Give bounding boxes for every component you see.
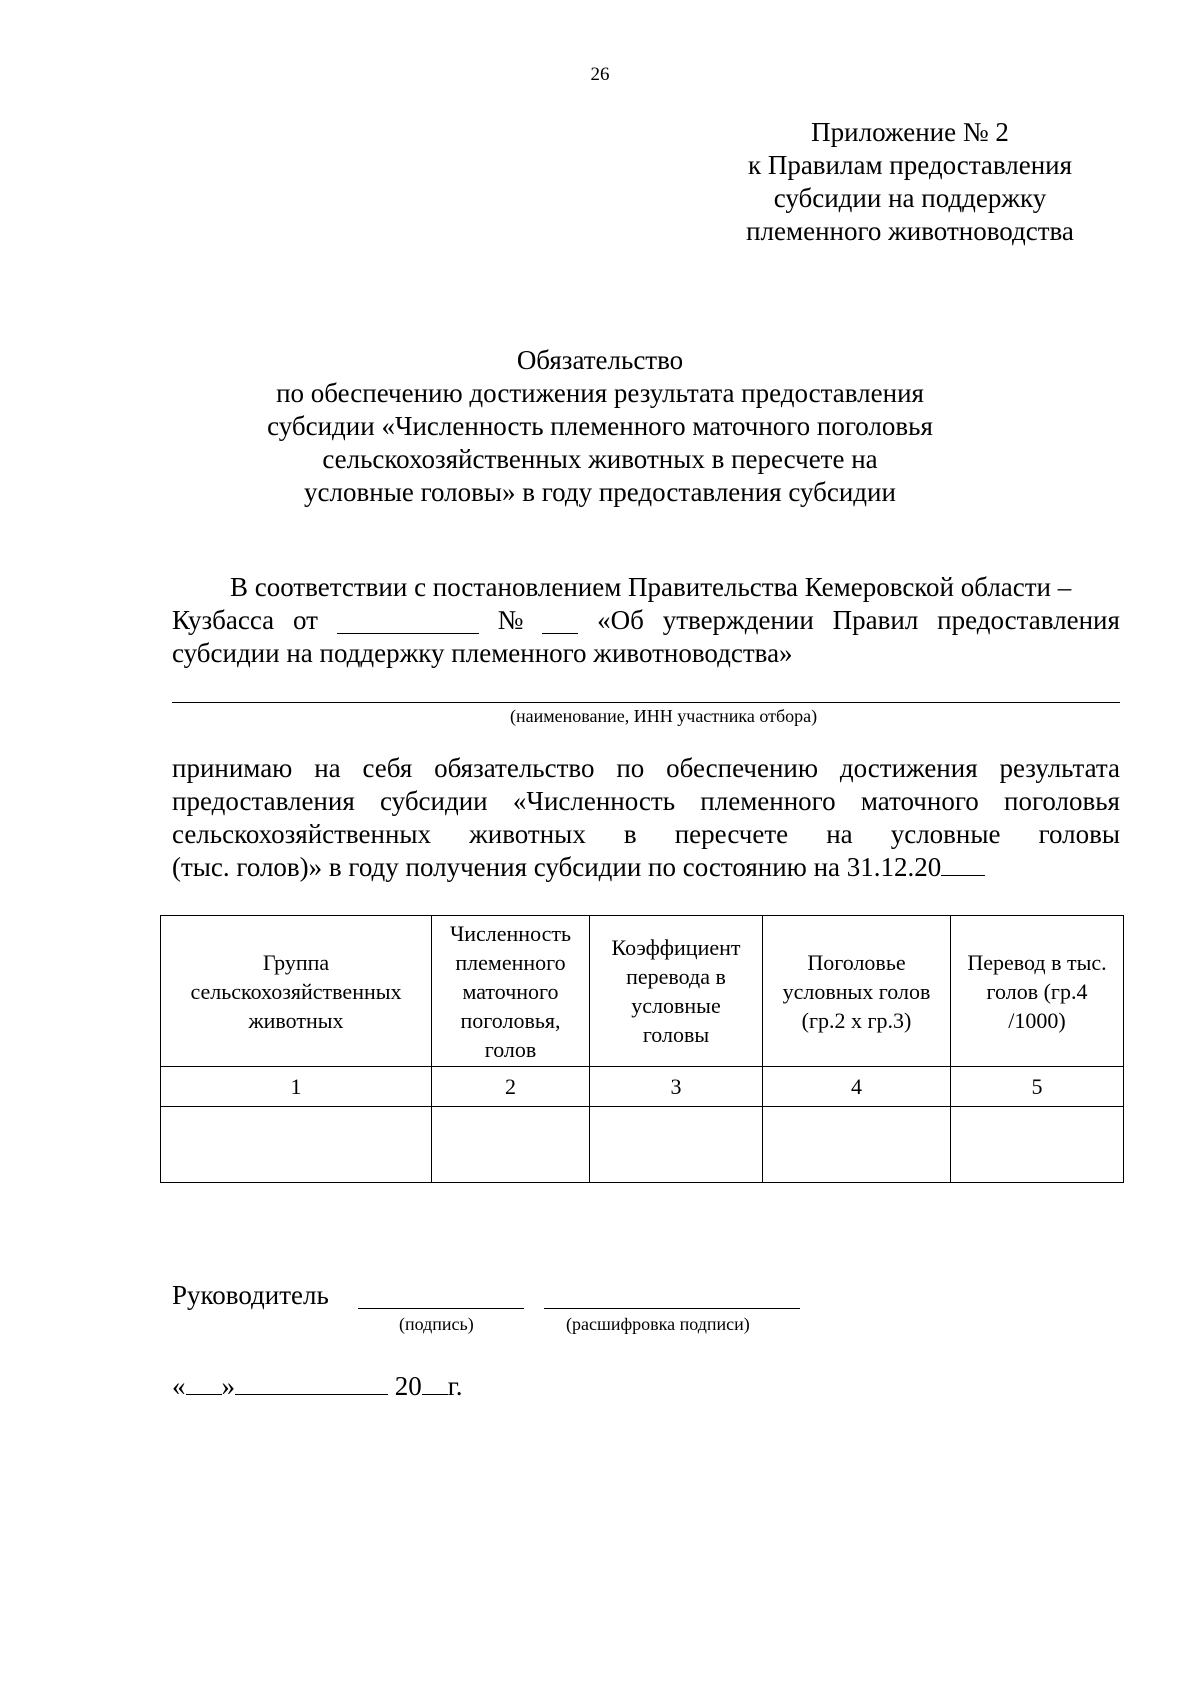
table-header-cell: Группа сельскохозяйственных животных (161, 916, 432, 1067)
intro-word: «Об (597, 605, 644, 635)
table-header-cell: Коэффициент перевода в условные головы (590, 916, 763, 1067)
column-number-cell: 5 (951, 1067, 1124, 1107)
participant-name-line[interactable] (172, 702, 1120, 703)
appendix-line: к Правилам предоставления (747, 150, 1073, 180)
table-header-cell: Поголовье условных голов (гр.2 х гр.3) (763, 916, 951, 1067)
obligation-word: «Численность (512, 786, 676, 816)
obligation-line-2 (172, 785, 1120, 818)
decree-date-blank[interactable] (337, 632, 479, 634)
decree-number-blank[interactable] (542, 632, 578, 634)
appendix-line: Приложение № 2 (811, 117, 1009, 147)
obligation-word: на (314, 753, 341, 783)
participant-caption: (наименование, ИНН участника отбора) (510, 706, 818, 726)
appendix-header (700, 116, 1120, 248)
obligation-word: животных (469, 819, 586, 849)
document-title (100, 344, 1100, 509)
table-row (161, 1107, 1124, 1183)
obligation-word: маточного (860, 786, 979, 816)
table-header-row (161, 916, 1124, 1067)
intro-line-2 (172, 604, 1120, 637)
column-number-cell: 3 (590, 1067, 763, 1107)
table-cell[interactable] (763, 1107, 951, 1183)
intro-line-1: В соответствии с постановлением Правительства Кемеровской области – (230, 572, 1072, 602)
title-line: по обеспечению достижения результата предоставления (276, 378, 924, 408)
obligation-word: обязательство (434, 753, 595, 783)
obligation-word: в (623, 819, 637, 849)
date-year-prefix: 20 (394, 1371, 422, 1401)
obligation-line-3 (172, 818, 1120, 851)
obligation-line-1 (172, 752, 1120, 785)
intro-line-3: субсидии на поддержку племенного животноводства» (172, 638, 793, 668)
obligation-word: пересчете (674, 819, 789, 849)
intro-word: предоставления (937, 605, 1120, 635)
intro-word: Правил (832, 605, 919, 635)
obligation-line-4 (172, 851, 1120, 884)
intro-word: Кузбасса (172, 605, 275, 635)
signature-label: Руководитель (172, 1280, 329, 1310)
table-column-number-row (161, 1067, 1124, 1107)
date-day-blank[interactable] (186, 1393, 222, 1395)
signature-decode-caption: (расшифровка подписи) (566, 1314, 750, 1334)
obligation-word: головы (1038, 819, 1120, 849)
obligation-word: по (616, 753, 645, 783)
title-line: Обязательство (516, 345, 684, 375)
date-year-blank[interactable] (422, 1393, 448, 1395)
intro-word: от (293, 605, 318, 635)
date-open-quote: « (172, 1371, 186, 1401)
column-number-cell: 4 (763, 1067, 951, 1107)
table-header-cell: Перевод в тыс. голов (гр.4 /1000) (951, 916, 1124, 1067)
obligation-word: себя (362, 753, 413, 783)
table-cell[interactable] (432, 1107, 590, 1183)
signature-caption: (подпись) (399, 1314, 474, 1334)
obligation-word: поголовья (1004, 786, 1120, 816)
year-blank[interactable] (941, 874, 985, 876)
date-line (172, 1370, 672, 1403)
column-number-cell: 2 (432, 1067, 590, 1107)
obligation-word: на (826, 819, 853, 849)
date-suffix: г. (447, 1371, 463, 1401)
livestock-table (160, 915, 1124, 1183)
column-number-cell: 1 (161, 1067, 432, 1107)
intro-word: утверждении (662, 605, 814, 635)
obligation-text: (тыс. голов)» в году получения субсидии по состоянию на 31.12.20 (172, 852, 942, 882)
signature-decode-line[interactable] (544, 1308, 800, 1309)
obligation-word: достижения (839, 753, 978, 783)
intro-word: № (497, 605, 524, 635)
page-number: 26 (590, 64, 610, 85)
obligation-word: сельскохозяйственных (172, 819, 432, 849)
title-line: субсидии «Численность племенного маточного поголовья (267, 411, 933, 441)
title-line: сельскохозяйственных животных в пересчете на (322, 444, 878, 474)
obligation-word: предоставления (172, 786, 355, 816)
table-header-cell: Численность племенного маточного поголовья, голов (432, 916, 590, 1067)
table-cell[interactable] (161, 1107, 432, 1183)
title-line: условные головы» в году предоставления субсидии (304, 477, 896, 507)
obligation-word: результата (999, 753, 1120, 783)
table-cell[interactable] (951, 1107, 1124, 1183)
obligation-word: принимаю (172, 753, 293, 783)
obligation-word: условные (890, 819, 1001, 849)
date-close-quote: » (221, 1371, 235, 1401)
table-cell[interactable] (590, 1107, 763, 1183)
appendix-line: племенного животноводства (746, 216, 1074, 246)
obligation-word: племенного (700, 786, 836, 816)
obligation-word: субсидии (380, 786, 488, 816)
date-month-blank[interactable] (235, 1393, 388, 1395)
obligation-word: обеспечению (666, 753, 819, 783)
signature-line[interactable] (358, 1308, 524, 1309)
appendix-line: субсидии на поддержку (773, 183, 1047, 213)
